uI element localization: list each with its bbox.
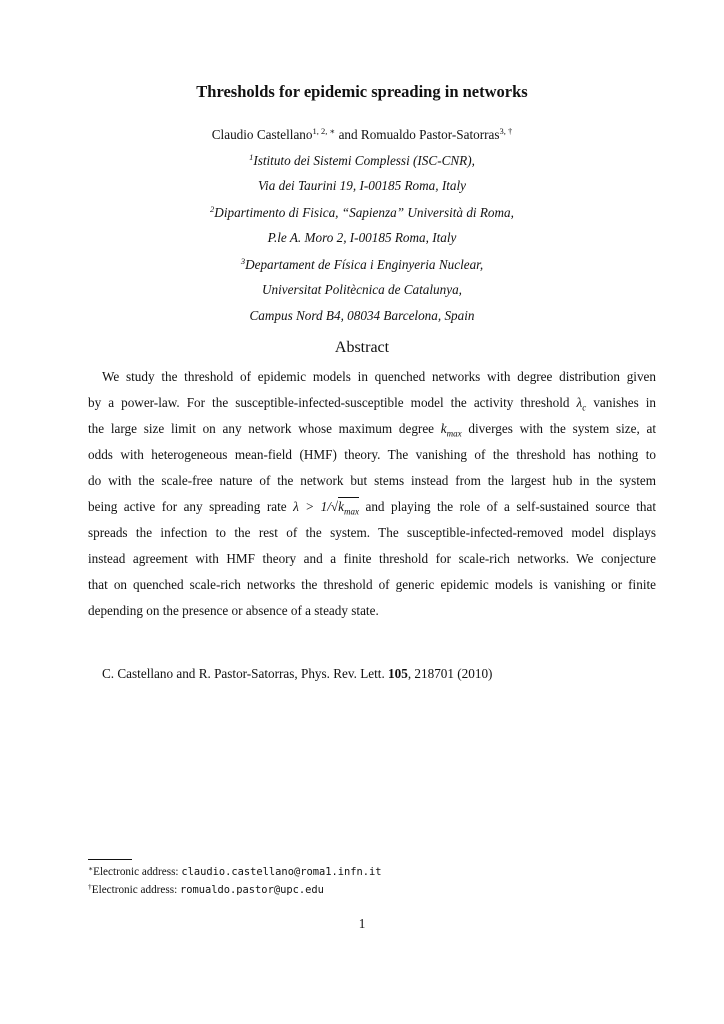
affiliation-line — [0, 308, 724, 324]
author-name: Claudio Castellano — [211, 127, 313, 142]
citation-volume: 105 — [388, 666, 408, 681]
abstract-text: vanishes in — [593, 395, 657, 410]
affiliation-text: Dipartimento di Fisica, “Sapienza” Università di Roma, — [214, 205, 514, 220]
email-address[interactable]: romualdo.pastor@upc.edu — [179, 884, 324, 896]
citation-text: C. Castellano and R. Pastor-Satorras, Phys. Rev. Lett. — [102, 666, 385, 681]
affiliation-text: Universitat Politècnica de Catalunya, — [262, 282, 462, 297]
abstract-line — [88, 395, 656, 413]
footnote — [88, 864, 382, 878]
author-name: Romualdo Pastor-Satorras — [360, 127, 500, 142]
affiliation-line — [0, 204, 724, 221]
abstract-text: diverges with the system size, at — [468, 421, 657, 436]
abstract-line: do with the scale-free nature of the network but stems instead from the largest hub in the system — [88, 473, 656, 488]
affiliation-line — [0, 152, 724, 169]
paper-title: Thresholds for epidemic spreading in networks — [196, 82, 528, 101]
affiliation-mark: 1 — [249, 152, 254, 162]
math-rate-condition: $\lambda > 1/√k_{max}$ — [293, 499, 359, 517]
footnote-mark: † — [88, 882, 92, 891]
abstract-text: being active for any spreading rate — [88, 499, 287, 514]
citation — [102, 666, 492, 682]
math-k-max: $k_{max}$ — [440, 421, 462, 439]
author-list — [0, 126, 724, 143]
abstract-line: We study the threshold of epidemic models in quenched networks with degree distribution given — [102, 369, 656, 384]
abstract-line: odds with heterogeneous mean-field (HMF) theory. The vanishing of the threshold has nothing to — [88, 447, 656, 462]
email-address[interactable]: claudio.castellano@roma1.infn.it — [181, 866, 382, 878]
abstract-line: depending on the presence or absence of a steady state. — [88, 603, 379, 618]
footnote-rule — [88, 859, 132, 860]
affiliation-text: Via dei Taurini 19, I-00185 Roma, Italy — [257, 178, 467, 193]
author-joiner: and — [338, 127, 358, 142]
footnote-label: Electronic address: — [93, 866, 179, 878]
affiliation-text: Istituto dei Sistemi Complessi (ISC-CNR), — [253, 153, 475, 168]
affiliation-line — [0, 282, 724, 298]
affiliation-line — [0, 256, 724, 273]
math-lambda-c: $\lambda_c$ — [576, 395, 587, 413]
affiliation-text: P.le A. Moro 2, I-00185 Roma, Italy — [267, 230, 457, 245]
abstract-line: that on quenched scale-rich networks the threshold of generic epidemic models is vanishing or finite — [88, 577, 656, 592]
abstract-text: by a power-law. For the susceptible-infected-susceptible model the activity threshold — [88, 395, 570, 410]
affiliation-text: Departament de Física i Enginyeria Nuclear, — [245, 257, 484, 272]
abstract-text: the large size limit on any network whose maximum degree — [88, 421, 435, 436]
abstract-line — [88, 421, 656, 439]
affiliation-mark: 3 — [240, 256, 246, 266]
affiliation-text: Campus Nord B4, 08034 Barcelona, Spain — [249, 308, 475, 323]
abstract-line: spreads the infection to the rest of the system. The susceptible-infected-removed model displays — [88, 525, 656, 540]
page-number: 1 — [358, 916, 366, 931]
affiliation-line — [0, 178, 724, 194]
affiliation-mark: 2 — [210, 204, 215, 214]
abstract-line: instead agreement with HMF theory and a finite threshold for scale-rich networks. We conjecture — [88, 551, 656, 566]
affiliation-line — [0, 230, 724, 246]
footnote-label: Electronic address: — [91, 884, 178, 896]
author-marks: 1, 2, ∗ — [312, 126, 336, 136]
abstract-text: and playing the role of a self-sustained source that — [365, 499, 657, 514]
footnote-mark: ∗ — [88, 864, 94, 873]
author-marks: 3, † — [499, 126, 513, 136]
footnote — [88, 882, 324, 896]
abstract-heading: Abstract — [334, 339, 390, 356]
abstract-line — [88, 499, 656, 517]
citation-text: , 218701 (2010) — [407, 666, 493, 681]
